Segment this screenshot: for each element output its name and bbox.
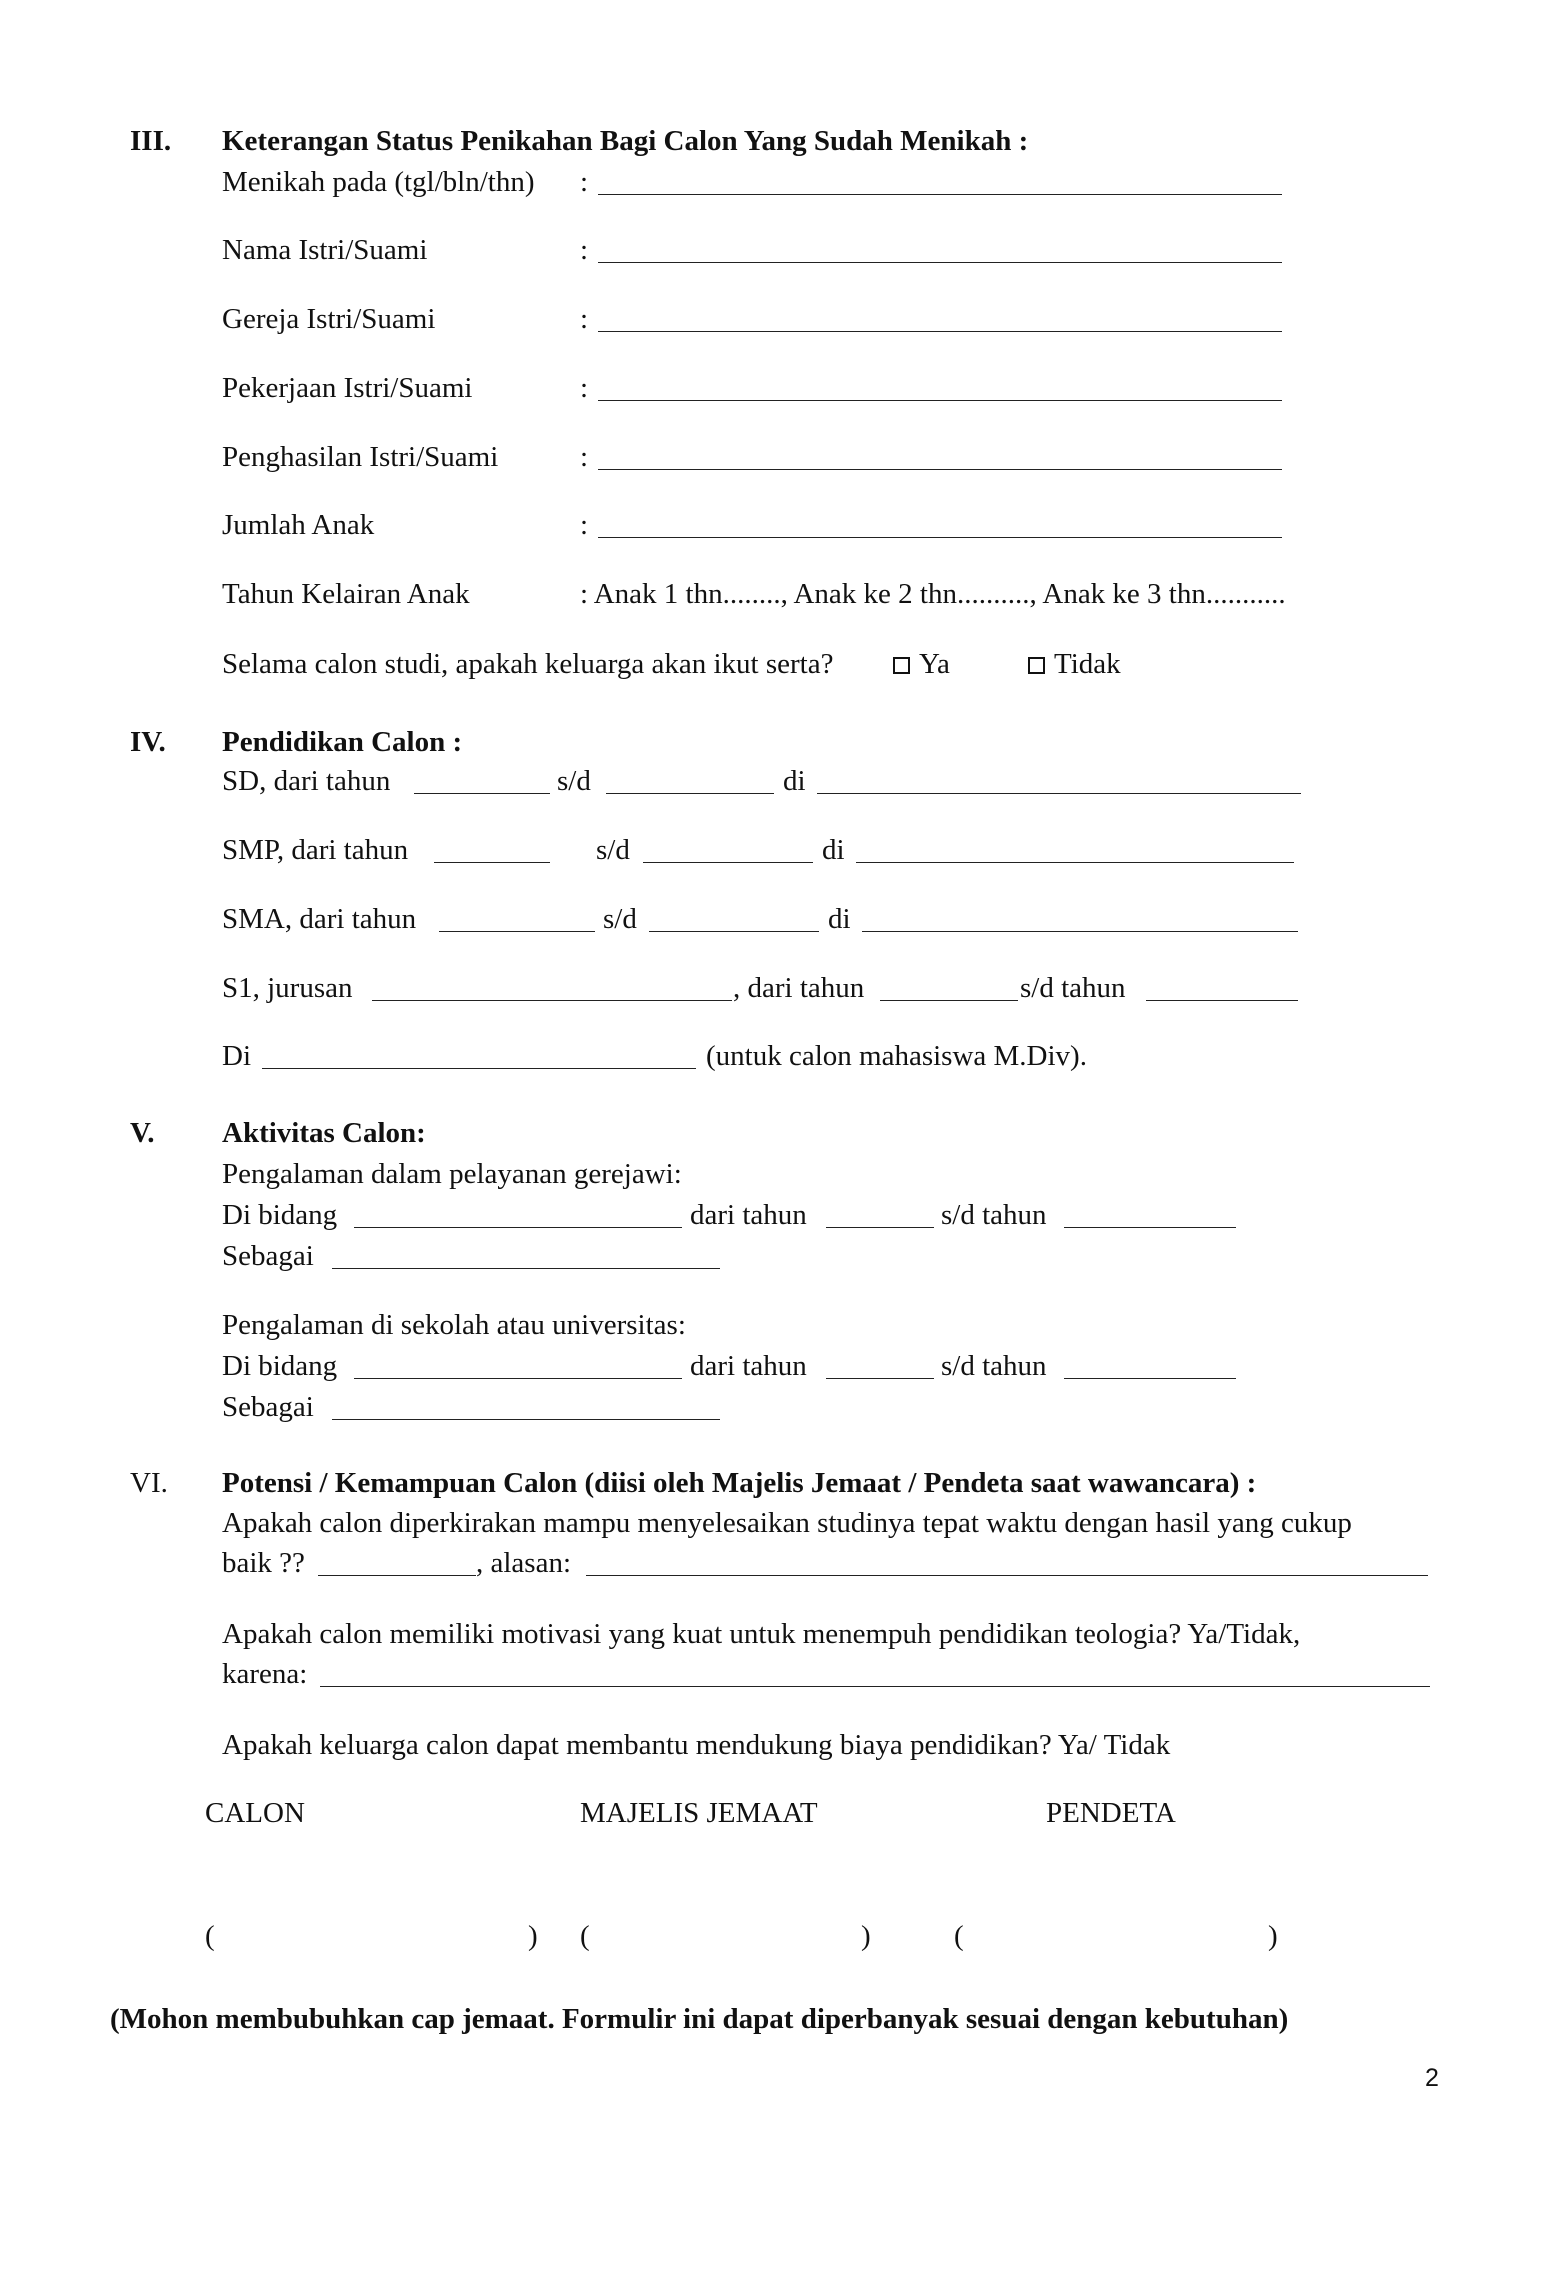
signature-label-majelis-jemaat: MAJELIS JEMAAT xyxy=(580,1797,818,1829)
section-3-title: Keterangan Status Penikahan Bagi Calon Yang Sudah Menikah : xyxy=(222,125,1029,157)
sekolah-bidang-line[interactable] xyxy=(354,1378,682,1379)
q1-answer-line[interactable] xyxy=(318,1575,476,1576)
sd-to-year-line[interactable] xyxy=(606,793,774,794)
calon-close-paren: ) xyxy=(528,1920,538,1952)
gereja-sebagai-line[interactable] xyxy=(332,1268,720,1269)
checkbox-ya[interactable] xyxy=(893,657,910,674)
q3-text: Apakah keluarga calon dapat membantu mendukung biaya pendidikan? Ya/ Tidak xyxy=(222,1729,1171,1761)
field-label-tahun-kelairan-anak: Tahun Kelairan Anak xyxy=(222,578,470,610)
pendeta-close-paren: ) xyxy=(1268,1920,1278,1952)
sma-label: SMA, dari tahun xyxy=(222,903,417,935)
section-5-number: V. xyxy=(130,1117,155,1149)
gereja-di-bidang-label: Di bidang xyxy=(222,1199,338,1231)
sma-from-year-line[interactable] xyxy=(439,931,595,932)
majelis-open-paren: ( xyxy=(580,1920,590,1952)
sd-from-year-line[interactable] xyxy=(414,793,550,794)
smp-to-year-line[interactable] xyxy=(643,862,813,863)
gereja-from-year-line[interactable] xyxy=(826,1227,934,1228)
field-label-penghasilan-istri-suami: Penghasilan Istri/Suami xyxy=(222,441,499,473)
calon-open-paren: ( xyxy=(205,1920,215,1952)
di-line[interactable] xyxy=(262,1068,696,1069)
nama-istri-suami-input-line[interactable] xyxy=(598,262,1282,263)
checkbox-tidak[interactable] xyxy=(1028,657,1045,674)
s1-from-year-line[interactable] xyxy=(880,1000,1018,1001)
option-ya-label: Ya xyxy=(919,648,950,680)
gereja-to-year-line[interactable] xyxy=(1064,1227,1236,1228)
q1-alasan-line[interactable] xyxy=(586,1575,1428,1576)
footer-note: (Mohon membubuhkan cap jemaat. Formulir ini dapat diperbanyak sesuai dengan kebutuhan) xyxy=(110,2003,1289,2035)
field-label-jumlah-anak: Jumlah Anak xyxy=(222,509,375,541)
gereja-bidang-line[interactable] xyxy=(354,1227,682,1228)
menikah-input-line[interactable] xyxy=(598,194,1282,195)
gereja-sebagai-label: Sebagai xyxy=(222,1240,314,1272)
q1-baik-label: baik ?? xyxy=(222,1547,305,1579)
gereja-dari-tahun-label: dari tahun xyxy=(690,1199,807,1231)
smp-label: SMP, dari tahun xyxy=(222,834,409,866)
sekolah-sd-tahun-label: s/d tahun xyxy=(941,1350,1047,1382)
q2-karena-label: karena: xyxy=(222,1658,308,1690)
di-label: Di xyxy=(222,1040,251,1072)
s1-jurusan-line[interactable] xyxy=(372,1000,732,1001)
sekolah-from-year-line[interactable] xyxy=(826,1378,934,1379)
pekerjaan-istri-suami-input-line[interactable] xyxy=(598,400,1282,401)
q2-karena-line[interactable] xyxy=(320,1686,1430,1687)
field-colon: : xyxy=(580,441,589,473)
option-tidak[interactable] xyxy=(1028,650,1121,679)
page-number: 2 xyxy=(1425,2064,1439,2092)
mdiv-note: (untuk calon mahasiswa M.Div). xyxy=(706,1040,1087,1072)
section-6-title: Potensi / Kemampuan Calon (diisi oleh Majelis Jemaat / Pendeta saat wawancara) : xyxy=(222,1467,1257,1499)
option-ya[interactable] xyxy=(893,650,950,679)
sd-di-label: di xyxy=(783,765,806,797)
section-5-title: Aktivitas Calon: xyxy=(222,1117,426,1149)
field-colon: : xyxy=(580,303,589,335)
pengalaman-sekolah-heading: Pengalaman di sekolah atau universitas: xyxy=(222,1309,686,1341)
smp-sd-label: s/d xyxy=(596,834,630,866)
field-label-pekerjaan-istri-suami: Pekerjaan Istri/Suami xyxy=(222,372,473,404)
smp-di-label: di xyxy=(822,834,845,866)
q1-alasan-label: , alasan: xyxy=(476,1547,572,1579)
section-6-number: VI. xyxy=(130,1467,168,1499)
option-tidak-label: Tidak xyxy=(1054,648,1121,680)
tahun-kelairan-anak-value[interactable]: : Anak 1 thn........, Anak ke 2 thn.........., Anak ke 3 thn........... xyxy=(580,578,1286,610)
s1-sd-tahun-label: s/d tahun xyxy=(1020,972,1126,1004)
field-label-gereja-istri-suami: Gereja Istri/Suami xyxy=(222,303,436,335)
gereja-sd-tahun-label: s/d tahun xyxy=(941,1199,1047,1231)
sma-to-year-line[interactable] xyxy=(649,931,819,932)
s1-label: S1, jurusan xyxy=(222,972,353,1004)
sekolah-dari-tahun-label: dari tahun xyxy=(690,1350,807,1382)
field-label-nama-istri-suami: Nama Istri/Suami xyxy=(222,234,428,266)
sma-school-line[interactable] xyxy=(862,931,1298,932)
field-colon: : xyxy=(580,234,589,266)
sekolah-sebagai-line[interactable] xyxy=(332,1419,720,1420)
field-colon: : xyxy=(580,509,589,541)
field-colon: : xyxy=(580,372,589,404)
field-label-menikah: Menikah pada (tgl/bln/thn) xyxy=(222,166,535,198)
majelis-close-paren: ) xyxy=(861,1920,871,1952)
sma-sd-label: s/d xyxy=(603,903,637,935)
gereja-istri-suami-input-line[interactable] xyxy=(598,331,1282,332)
section-4-title: Pendidikan Calon : xyxy=(222,726,463,758)
s1-dari-tahun-label: , dari tahun xyxy=(733,972,865,1004)
smp-from-year-line[interactable] xyxy=(434,862,550,863)
pendeta-open-paren: ( xyxy=(954,1920,964,1952)
section-3-number: III. xyxy=(130,125,172,157)
field-colon: : xyxy=(580,166,589,198)
family-join-question: Selama calon studi, apakah keluarga akan ikut serta? xyxy=(222,648,834,680)
sd-sd-label: s/d xyxy=(557,765,591,797)
sekolah-to-year-line[interactable] xyxy=(1064,1378,1236,1379)
q1-text: Apakah calon diperkirakan mampu menyelesaikan studinya tepat waktu dengan hasil yang cukup xyxy=(222,1507,1352,1539)
penghasilan-istri-suami-input-line[interactable] xyxy=(598,469,1282,470)
jumlah-anak-input-line[interactable] xyxy=(598,537,1282,538)
q2-text: Apakah calon memiliki motivasi yang kuat untuk menempuh pendidikan teologia? Ya/Tidak, xyxy=(222,1618,1301,1650)
section-4-number: IV. xyxy=(130,726,166,758)
sd-label: SD, dari tahun xyxy=(222,765,391,797)
sma-di-label: di xyxy=(828,903,851,935)
s1-to-year-line[interactable] xyxy=(1146,1000,1298,1001)
sekolah-sebagai-label: Sebagai xyxy=(222,1391,314,1423)
sekolah-di-bidang-label: Di bidang xyxy=(222,1350,338,1382)
signature-label-pendeta: PENDETA xyxy=(1046,1797,1176,1829)
pengalaman-gerejawi-heading: Pengalaman dalam pelayanan gerejawi: xyxy=(222,1158,682,1190)
sd-school-line[interactable] xyxy=(817,793,1301,794)
smp-school-line[interactable] xyxy=(856,862,1294,863)
signature-label-calon: CALON xyxy=(205,1797,305,1829)
